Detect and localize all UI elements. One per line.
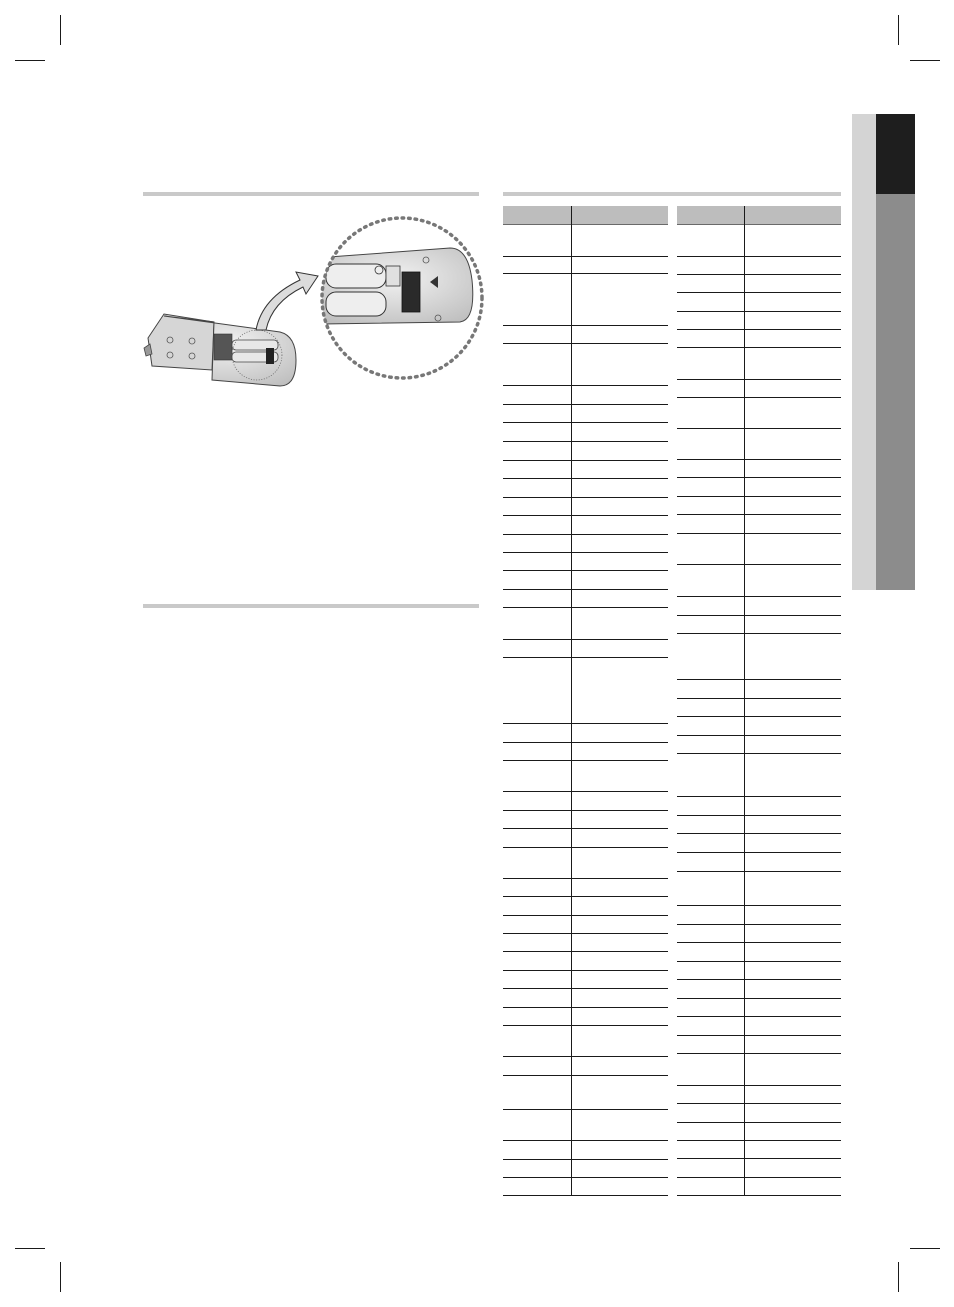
- table-row: [677, 1085, 841, 1086]
- table-row: [503, 657, 668, 658]
- table-row: [503, 256, 668, 257]
- table-row: [677, 514, 841, 515]
- table-row: [503, 343, 668, 344]
- crop-mark: [60, 1262, 61, 1292]
- table-row: [503, 1025, 668, 1026]
- table-row: [503, 552, 668, 553]
- column-divider: [744, 206, 745, 1196]
- crop-mark: [15, 60, 45, 61]
- table-row: [677, 815, 841, 816]
- table-row: [677, 796, 841, 797]
- table-row: [677, 379, 841, 380]
- section-rule-top: [143, 192, 479, 196]
- table-row: [677, 852, 841, 853]
- table-row: [677, 1053, 841, 1054]
- table-row: [503, 828, 668, 829]
- table-header-cell: [503, 206, 571, 225]
- crop-mark: [898, 1262, 899, 1292]
- table-row: [503, 933, 668, 934]
- table-row: [677, 905, 841, 906]
- table-row: [503, 970, 668, 971]
- table-row: [503, 1075, 668, 1076]
- table-row: [677, 679, 841, 680]
- table-row: [677, 347, 841, 348]
- table-row: [677, 496, 841, 497]
- table-row: [503, 478, 668, 479]
- table-header-cell: [677, 206, 744, 225]
- table-row: [503, 570, 668, 571]
- table-row: [503, 534, 668, 535]
- table-row: [503, 515, 668, 516]
- table-row: [677, 397, 841, 398]
- table-row: [677, 871, 841, 872]
- table-row: [677, 1122, 841, 1123]
- side-tab-light: [852, 114, 876, 590]
- table-row: [677, 998, 841, 999]
- table-row: [677, 311, 841, 312]
- crop-mark: [910, 1248, 940, 1249]
- table-row: [677, 942, 841, 943]
- zoom-arrow: [256, 272, 318, 330]
- table-row: [503, 1056, 668, 1057]
- table-row: [677, 292, 841, 293]
- code-table-right: [677, 206, 841, 1196]
- table-row: [503, 639, 668, 640]
- table-row: [503, 1109, 668, 1110]
- table-row: [677, 735, 841, 736]
- code-table-left: [503, 206, 668, 1196]
- table-row: [503, 385, 668, 386]
- table-row: [503, 422, 668, 423]
- table-row: [677, 596, 841, 597]
- magnified-view: [316, 218, 482, 378]
- side-tab-dark: [876, 114, 915, 194]
- table-row: [503, 589, 668, 590]
- table-row: [677, 833, 841, 834]
- table-row: [677, 1140, 841, 1141]
- crop-mark: [910, 60, 940, 61]
- crop-mark: [15, 1248, 45, 1249]
- table-row: [677, 1035, 841, 1036]
- table-row: [677, 1177, 841, 1178]
- crop-mark: [898, 15, 899, 45]
- section-rule-middle: [143, 604, 479, 608]
- table-row: [503, 878, 668, 879]
- table-row: [677, 428, 841, 429]
- table-row: [677, 564, 841, 565]
- table-row: [503, 810, 668, 811]
- table-header-cell: [745, 206, 841, 225]
- table-row: [503, 325, 668, 326]
- table-row: [677, 274, 841, 275]
- table-row: [503, 988, 668, 989]
- table-header-cell: [572, 206, 668, 225]
- table-row: [503, 404, 668, 405]
- table-row: [677, 1158, 841, 1159]
- table-row: [503, 915, 668, 916]
- battery-illustration: [140, 210, 485, 390]
- table-row: [677, 698, 841, 699]
- table-row: [503, 273, 668, 274]
- table-row: [503, 791, 668, 792]
- table-row: [677, 477, 841, 478]
- table-row: [677, 1103, 841, 1104]
- table-row: [503, 896, 668, 897]
- battery-cover: [144, 314, 214, 370]
- table-row: [503, 460, 668, 461]
- table-row: [503, 847, 668, 848]
- table-row: [503, 1007, 668, 1008]
- table-row: [503, 1159, 668, 1160]
- table-row: [677, 753, 841, 754]
- table-row: [503, 1177, 668, 1178]
- side-tab-mid: [876, 194, 915, 590]
- table-row: [677, 1016, 841, 1017]
- table-row: [677, 979, 841, 980]
- crop-mark: [60, 15, 61, 45]
- table-row: [677, 329, 841, 330]
- table-row: [677, 615, 841, 616]
- table-row: [677, 256, 841, 257]
- table-row: [677, 716, 841, 717]
- table-row: [677, 459, 841, 460]
- table-row: [677, 961, 841, 962]
- table-section-rule: [503, 192, 841, 196]
- table-row: [503, 723, 668, 724]
- table-row: [503, 441, 668, 442]
- table-row: [677, 924, 841, 925]
- table-row: [677, 633, 841, 634]
- table-row: [503, 742, 668, 743]
- table-row: [677, 533, 841, 534]
- table-row: [503, 607, 668, 608]
- table-row: [503, 951, 668, 952]
- table-row: [503, 1195, 668, 1196]
- column-divider: [571, 206, 572, 1196]
- table-row: [503, 497, 668, 498]
- table-row: [677, 1195, 841, 1196]
- table-row: [503, 760, 668, 761]
- table-row: [503, 1140, 668, 1141]
